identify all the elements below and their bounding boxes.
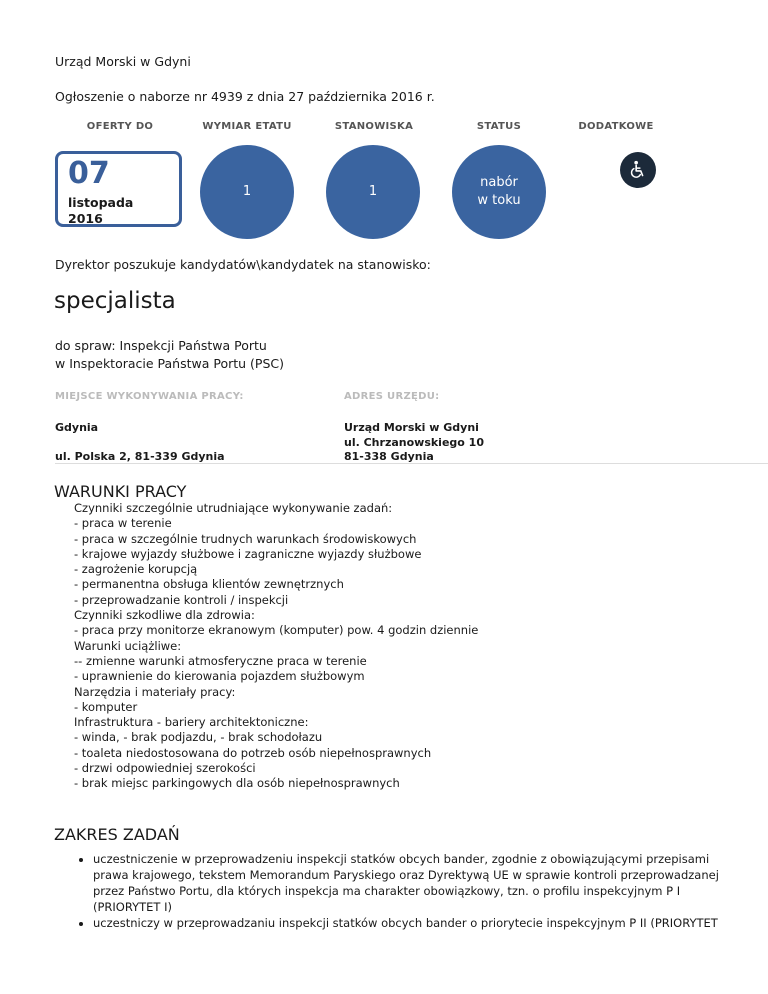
condition-line: - praca w terenie <box>74 516 172 531</box>
condition-line: - zagrożenie korupcją <box>74 562 198 577</box>
position-unit: w Inspektoracie Państwa Portu (PSC) <box>55 356 284 371</box>
divider <box>55 463 768 464</box>
office-address-line: ul. Chrzanowskiego 10 <box>344 435 484 449</box>
office-address-label: ADRES URZĘDU: <box>344 391 440 402</box>
positions-badge <box>326 145 420 239</box>
work-place-label: MIEJSCE WYKONYWANIA PRACY: <box>55 391 244 402</box>
task-item: • uczestniczy w przeprowadzaniu inspekcji statków obcych bander o priorytecie inspekcyjnym P II (PRIORYTET <box>93 915 743 931</box>
hours-badge <box>200 145 294 239</box>
deadline-header: OFERTY DO <box>86 121 154 132</box>
deadline-month-year <box>68 195 133 227</box>
office-address-line: Urząd Morski w Gdyni <box>344 421 479 434</box>
condition-line: - toaleta niedostosowana do potrzeb osób niepełnosprawnych <box>74 745 432 760</box>
condition-line: - permanentna obsługa klientów zewnętrznych <box>74 577 344 592</box>
positions-header: STANOWISKA <box>334 121 414 132</box>
deadline-day: 07 <box>68 156 110 191</box>
hours-header: WYMIAR ETATU <box>202 121 292 132</box>
condition-line: - brak miejsc parkingowych dla osób niepełnosprawnych <box>74 776 400 791</box>
condition-line: - przeprowadzanie kontroli / inspekcji <box>74 592 289 607</box>
lead-text: Dyrektor poszukuje kandydatów\kandydatek na stanowisko: <box>55 257 431 272</box>
positions-value: 1 <box>368 184 378 199</box>
position-description <box>55 337 284 373</box>
condition-line: - uprawnienie do kierowania pojazdem służbowym <box>74 669 365 684</box>
condition-line: Czynniki szkodliwe dla zdrowia: <box>74 608 255 623</box>
position-title: specjalista <box>54 288 176 314</box>
condition-line: - komputer <box>74 699 138 714</box>
wheelchair-icon <box>627 159 649 181</box>
work-address: ul. Polska 2, 81-339 Gdynia <box>55 450 225 463</box>
tasks-title: ZAKRES ZADAŃ <box>54 825 180 844</box>
position-scope: do spraw: Inspekcji Państwa Portu <box>55 338 267 353</box>
status-value <box>477 174 520 210</box>
office-address-line: 81-338 Gdynia <box>344 450 434 463</box>
extra-header: DODATKOWE <box>578 121 654 132</box>
condition-line: Czynniki szczególnie utrudniające wykonywanie zadań: <box>74 501 393 515</box>
conditions-list <box>74 501 478 792</box>
tasks-list <box>74 851 743 931</box>
condition-line: - drzwi odpowiedniej szerokości <box>74 761 256 776</box>
wheelchair-accessibility-icon <box>620 152 656 188</box>
condition-line: Infrastruktura - bariery architektoniczne: <box>74 715 309 730</box>
deadline-month: listopada <box>68 195 134 210</box>
condition-line: -- zmienne warunki atmosferyczne praca w terenie <box>74 653 367 668</box>
condition-line: - praca w szczególnie trudnych warunkach środowiskowych <box>74 531 417 546</box>
office-name: Urząd Morski w Gdyni <box>55 54 191 69</box>
condition-line: - winda, - brak podjazdu, - brak schodołazu <box>74 730 323 745</box>
condition-line: Narzędzia i materiały pracy: <box>74 684 236 699</box>
status-badge <box>452 145 546 239</box>
conditions-title: WARUNKI PRACY <box>54 482 187 501</box>
notice-title: Ogłoszenie o naborze nr 4939 z dnia 27 października 2016 r. <box>55 89 435 104</box>
office-address <box>344 421 484 465</box>
deadline-year: 2016 <box>68 211 103 226</box>
condition-line: Warunki uciążliwe: <box>74 638 182 653</box>
work-city: Gdynia <box>55 421 99 434</box>
task-item: • uczestniczenie w przeprowadzeniu inspekcji statków obcych bander, zgodnie z obowiązującymi przepisami prawa krajowego, tekstem Memorandum Paryskiego oraz Dyrektywą UE w sprawie kontroli przeprowadzanej przez Państwo Portu, dla których inspekcja ma charakter obowiązkowy, tzn. o profilu inspekcyjnym P I (PRIORYTET I) <box>93 851 743 915</box>
condition-line: - krajowe wyjazdy służbowe i zagraniczne wyjazdy służbowe <box>74 546 422 561</box>
hours-value: 1 <box>242 184 252 199</box>
status-line-1: nabór <box>480 175 518 190</box>
condition-line: - praca przy monitorze ekranowym (komputer) pow. 4 godzin dziennie <box>74 623 479 638</box>
status-header: STATUS <box>476 121 522 132</box>
status-line-2: w toku <box>477 193 521 208</box>
deadline-date-box <box>55 151 182 227</box>
